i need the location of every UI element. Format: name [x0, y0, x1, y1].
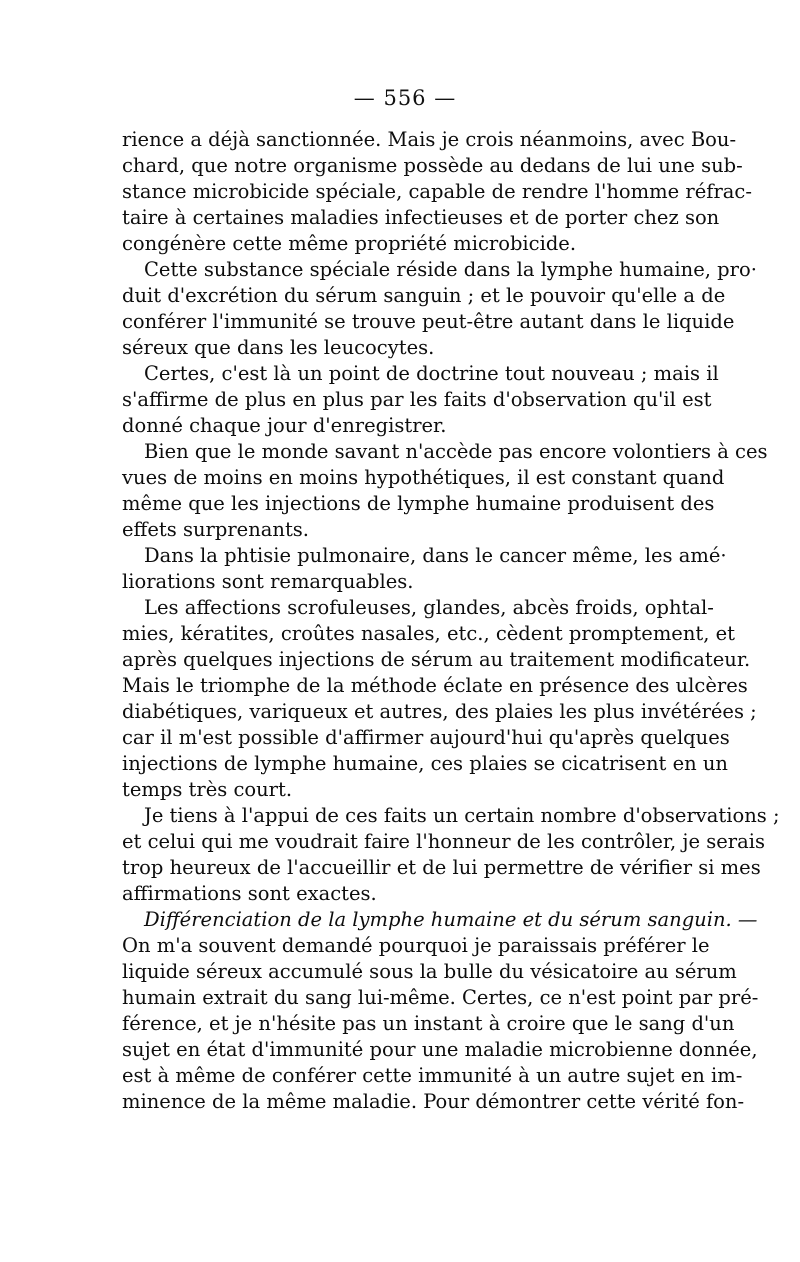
text-line: Mais le triomphe de la méthode éclate en présence des ulcères [122, 674, 748, 697]
text-line: séreux que dans les leucocytes. [122, 336, 435, 359]
text-line: injections de lymphe humaine, ces plaies se cicatrisent en un [122, 752, 728, 775]
text-line: congénère cette même propriété microbicide. [122, 232, 577, 255]
text-line: effets surprenants. [122, 518, 309, 541]
text-line: trop heureux de l'accueillir et de lui permettre de vérifier si mes [122, 856, 761, 879]
text-line: et celui qui me voudrait faire l'honneur de les contrôler, je serais [122, 830, 765, 853]
text-line: duit d'excrétion du sérum sanguin ; et le pouvoir qu'elle a de [122, 284, 726, 307]
text-line: conférer l'immunité se trouve peut-être autant dans le liquide [122, 310, 735, 333]
text-line: vues de moins en moins hypothétiques, il est constant quand [122, 466, 725, 489]
text-line: Dans la phtisie pulmonaire, dans le cancer même, les amé· [144, 544, 727, 567]
text-line: minence de la même maladie. Pour démontrer cette vérité fon- [122, 1090, 745, 1113]
text-line: après quelques injections de sérum au traitement modificateur. [122, 648, 751, 671]
section-heading-line: Différenciation de la lymphe humaine et du sérum sanguin. — [144, 908, 758, 931]
text-line: liquide séreux accumulé sous la bulle du vésicatoire au sérum [122, 960, 737, 983]
text-line: humain extrait du sang lui-même. Certes, ce n'est point par pré- [122, 986, 759, 1009]
text-line: même que les injections de lymphe humaine produisent des [122, 492, 715, 515]
text-line: mies, kératites, croûtes nasales, etc., cèdent promptement, et [122, 622, 736, 645]
text-line: affirmations sont exactes. [122, 882, 377, 905]
text-line: taire à certaines maladies infectieuses et de porter chez son [122, 206, 720, 229]
text-line: sujet en état d'immunité pour une maladie microbienne donnée, [122, 1038, 758, 1061]
text-line: car il m'est possible d'affirmer aujourd'hui qu'après quelques [122, 726, 730, 749]
text-line: Bien que le monde savant n'accède pas encore volontiers à ces [144, 440, 768, 463]
text-line: stance microbicide spéciale, capable de rendre l'homme réfrac- [122, 180, 752, 203]
text-line: Cette substance spéciale réside dans la lymphe humaine, pro· [144, 258, 757, 281]
text-line: Les affections scrofuleuses, glandes, abcès froids, ophtal- [144, 596, 714, 619]
text-line: diabétiques, variqueux et autres, des plaies les plus invétérées ; [122, 700, 757, 723]
text-line: donné chaque jour d'enregistrer. [122, 414, 447, 437]
text-line: rience a déjà sanctionnée. Mais je crois néanmoins, avec Bou- [122, 128, 737, 151]
text-line: est à même de conférer cette immunité à un autre sujet en im- [122, 1064, 743, 1087]
text-line: s'affirme de plus en plus par les faits d'observation qu'il est [122, 388, 712, 411]
text-line: On m'a souvent demandé pourquoi je paraissais préférer le [122, 934, 710, 957]
text-line: Je tiens à l'appui de ces faits un certain nombre d'observations ; [144, 804, 780, 827]
text-line: liorations sont remarquables. [122, 570, 414, 593]
text-line: Certes, c'est là un point de doctrine tout nouveau ; mais il [144, 362, 719, 385]
text-line: férence, et je n'hésite pas un instant à croire que le sang d'un [122, 1012, 735, 1035]
text-line: chard, que notre organisme possède au dedans de lui une sub- [122, 154, 743, 177]
text-line: temps très court. [122, 778, 293, 801]
page-number-header: — 556 — [353, 86, 457, 110]
